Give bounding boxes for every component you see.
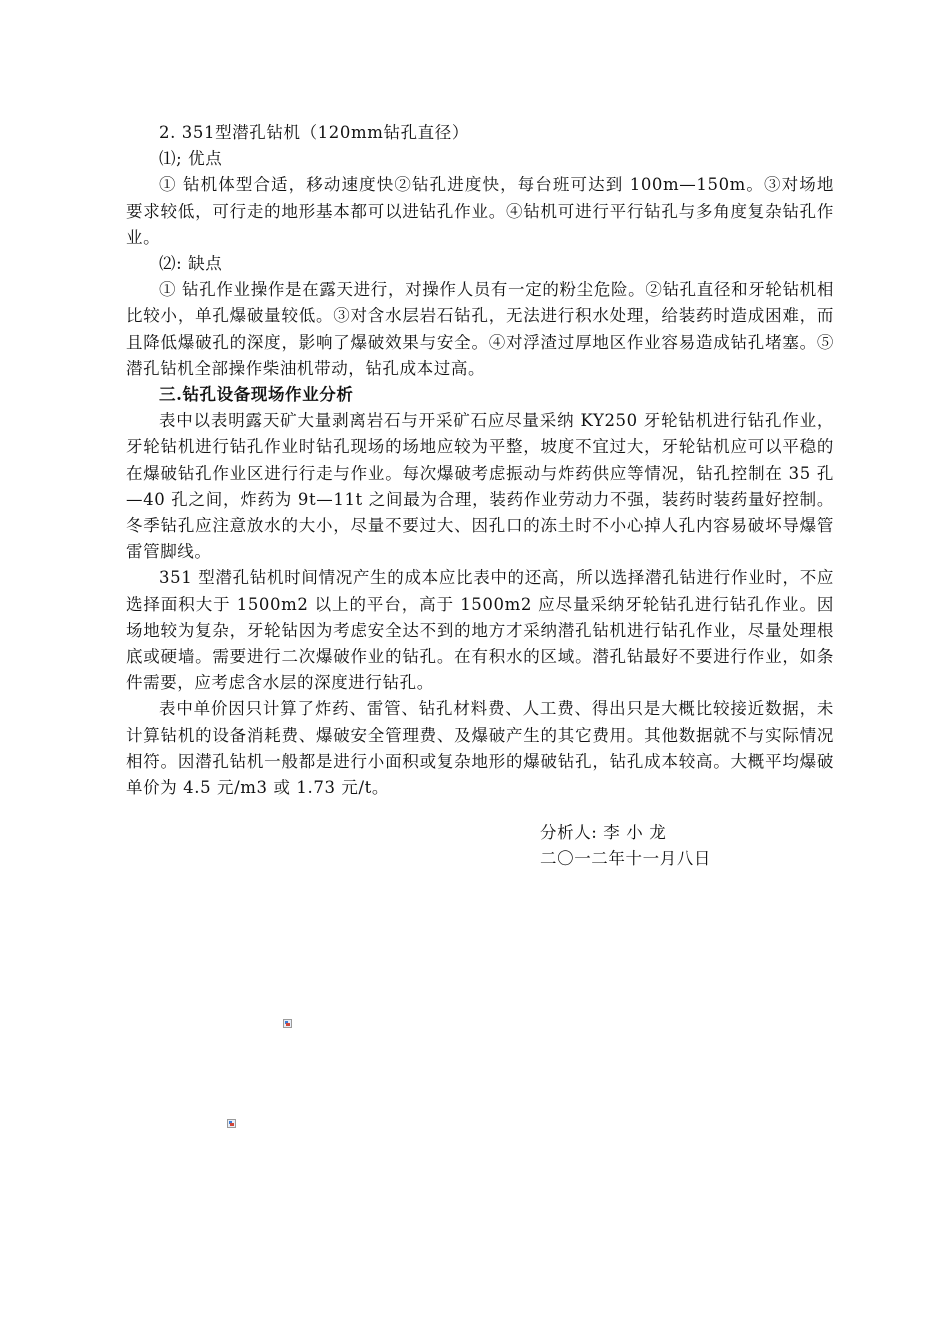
advantages-paragraph: ① 钻机体型合适，移动速度快②钻孔进度快，每台班可达到 100m—150m。③对场地要求较低，可行走的地形基本都可以进钻孔作业。④钻机可进行平行钻孔与多角度复杂钻孔作业。: [126, 175, 834, 247]
disadvantages-label: ⑵: 缺点: [159, 254, 223, 274]
signature-block: [540, 820, 711, 872]
broken-image-icon: [227, 1119, 236, 1128]
section-subheading: 2. 351型潜孔钻机（120mm钻孔直径）: [159, 123, 469, 142]
signature-date: 二〇一二年十一月八日: [540, 849, 711, 868]
advantages-label: ⑴; 优点: [159, 149, 223, 169]
disadvantages-paragraph: ① 钻孔作业操作是在露天进行，对操作人员有一定的粉尘危险。②钻孔直径和牙轮钻机相比较小，单孔爆破量较低。③对含水层岩石钻孔，无法进行积水处理，给装药时造成困难，而且降低爆破孔的深度，影响了爆破效果与安全。④对浮渣过厚地区作业容易造成钻孔堵塞。⑤潜孔钻机全部操作柴油机带动，钻孔成本过高。: [126, 280, 834, 378]
analysis-paragraph: 351 型潜孔钻机时间情况产生的成本应比表中的还高，所以选择潜孔钻进行作业时，不应选择面积大于 1500m2 以上的平台，高于 1500m2 应尽量采纳牙轮钻孔进行钻孔作业。因场地较为复杂，牙轮钻因为考虑安全达不到的地方才采纳潜孔钻机进行钻孔作业，尽量处理根底或硬墙。需要进行二次爆破作业的钻孔。在有积水的区域。潜孔钻最好不要进行作业，如条件需要，应考虑含水层的深度进行钻孔。: [126, 568, 834, 693]
analysis-paragraph: 表中以表明露天矿大量剥离岩石与开采矿石应尽量采纳 KY250 牙轮钻机进行钻孔作业，牙轮钻机进行钻孔作业时钻孔现场的场地应较为平整，坡度不宜过大，牙轮钻机应可以平稳的在爆破钻孔作业区进行行走与作业。每次爆破考虑振动与炸药供应等情况，钻孔控制在 35 孔—40 孔之间，炸药为 9t—11t 之间最为合理，装药作业劳动力不强，装药时装药量好控制。冬季钻孔应注意放水的大小，尽量不要过大、因孔口的冻土时不小心掉人孔内容易破坏导爆管雷管脚线。: [126, 411, 834, 562]
analysis-paragraph: 表中单价因只计算了炸药、雷管、钻孔材料费、人工费、得出只是大概比较接近数据，未计算钻机的设备消耗费、爆破安全管理费、及爆破产生的其它费用。其他数据就不与实际情况相符。因潜孔钻机一般都是进行小面积或复杂地形的爆破钻孔，钻孔成本较高。大概平均爆破单价为 4.5 元/m3 或 1.73 元/t。: [126, 699, 834, 798]
section-heading: 三.钻孔设备现场作业分析: [159, 385, 354, 405]
broken-image-icon: [283, 1019, 292, 1028]
document-body: [126, 120, 834, 801]
analyst-name: 分析人: 李 小 龙: [540, 823, 667, 842]
